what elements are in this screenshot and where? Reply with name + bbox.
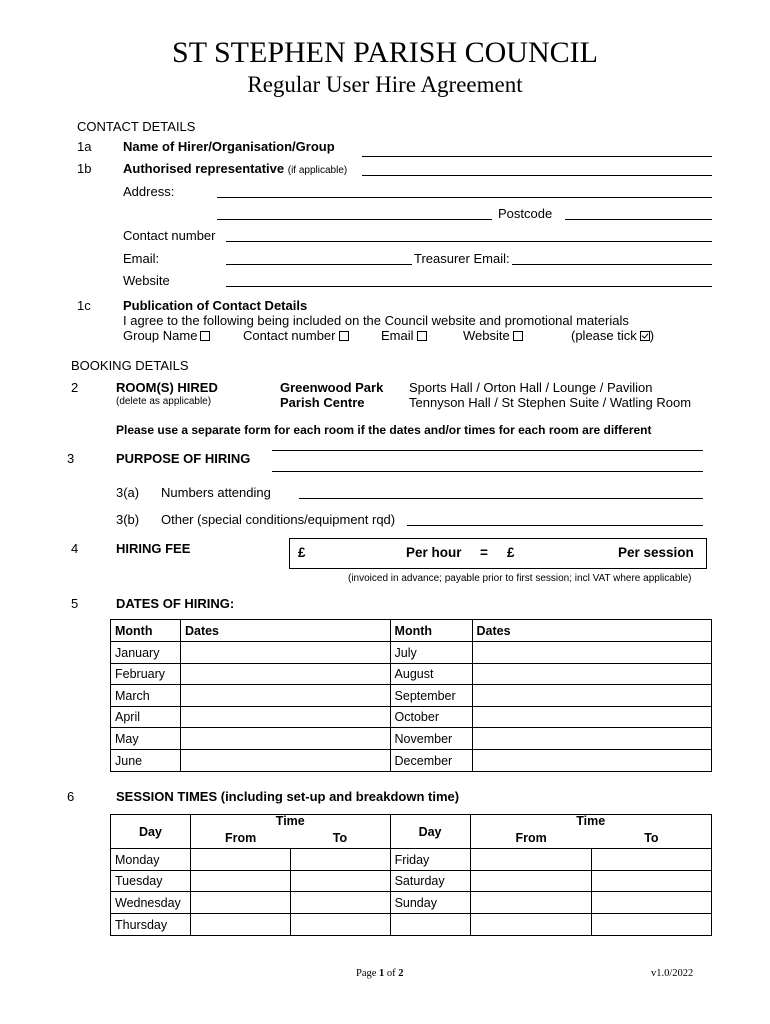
address-field-line2[interactable] [217, 219, 492, 220]
contact-section-title: CONTACT DETAILS [77, 119, 196, 134]
to-cell[interactable] [290, 849, 390, 871]
dates-cell[interactable] [180, 685, 390, 707]
from-cell[interactable] [470, 871, 592, 892]
month-cell: July [390, 642, 472, 664]
page-number [356, 968, 404, 979]
option-email[interactable] [381, 328, 427, 343]
month-cell: October [390, 707, 472, 728]
dates-cell[interactable] [472, 664, 712, 685]
dates-cell[interactable] [180, 728, 390, 750]
numbers-attending-label: Numbers attending [161, 485, 271, 500]
month-cell: April [111, 707, 181, 728]
month-cell: March [111, 685, 181, 707]
address-field-line1[interactable] [217, 197, 712, 198]
page-current: 1 [379, 968, 385, 979]
month-cell: August [390, 664, 472, 685]
website-label: Website [123, 273, 170, 288]
month-cell: November [390, 728, 472, 750]
fee-currency-hour: £ [298, 545, 306, 560]
dates-of-hiring-label: DATES OF HIRING: [116, 596, 235, 611]
session-header-from-right: From [470, 829, 592, 849]
dates-header-dates-left: Dates [180, 620, 390, 642]
please-tick-open: (please tick [571, 328, 637, 343]
dates-cell[interactable] [180, 707, 390, 728]
option-contact-number[interactable] [243, 328, 349, 343]
other-conditions-field[interactable] [407, 525, 703, 526]
fee-equals: = [480, 545, 488, 560]
to-cell[interactable] [290, 914, 390, 936]
to-cell[interactable] [592, 914, 712, 936]
dates-cell[interactable] [472, 750, 712, 772]
month-cell: January [111, 642, 181, 664]
month-cell: September [390, 685, 472, 707]
session-header-day-left: Day [111, 815, 191, 849]
page-title: ST STEPHEN PARISH COUNCIL [172, 36, 598, 69]
dates-cell[interactable] [180, 642, 390, 664]
day-cell: Thursday [111, 914, 191, 936]
dates-cell[interactable] [180, 664, 390, 685]
contact-number-checkbox[interactable] [339, 331, 349, 341]
session-header-time-left: Time [190, 815, 390, 829]
dates-cell[interactable] [472, 685, 712, 707]
option-website-label: Website [463, 328, 510, 343]
fee-currency-session: £ [507, 545, 515, 560]
item-number-5: 5 [71, 596, 79, 611]
rooms-note: (delete as applicable) [116, 396, 212, 407]
session-header-to-left: To [290, 829, 390, 849]
option-email-label: Email [381, 328, 414, 343]
dates-header-dates-right: Dates [472, 620, 712, 642]
dates-cell[interactable] [472, 728, 712, 750]
session-times-label: SESSION TIMES (including set-up and breakdown time) [116, 789, 460, 804]
dates-table [110, 619, 712, 772]
hiring-fee-box[interactable] [289, 538, 707, 569]
month-cell: February [111, 664, 181, 685]
from-cell[interactable] [470, 914, 592, 936]
to-cell[interactable] [290, 892, 390, 914]
day-cell: Monday [111, 849, 191, 871]
page-total: 2 [398, 968, 404, 979]
session-header-from-left: From [190, 829, 290, 849]
month-cell: December [390, 750, 472, 772]
numbers-attending-field[interactable] [299, 498, 703, 499]
dates-cell[interactable] [472, 707, 712, 728]
purpose-field-line2[interactable] [272, 471, 703, 472]
venue-line1: Greenwood Park [280, 380, 384, 395]
website-checkbox[interactable] [513, 331, 523, 341]
to-cell[interactable] [592, 871, 712, 892]
from-cell[interactable] [190, 849, 290, 871]
publication-title: Publication of Contact Details [123, 298, 308, 313]
please-tick-close: ) [649, 328, 655, 343]
fee-per-session-label: Per session [618, 545, 694, 560]
email-checkbox[interactable] [417, 331, 427, 341]
address-label: Address: [123, 184, 175, 199]
option-group-name-label: Group Name [123, 328, 198, 343]
option-group-name[interactable] [123, 328, 210, 343]
website-field[interactable] [226, 286, 712, 287]
fee-note: (invoiced in advance; payable prior to first session; incl VAT where applicable) [348, 573, 692, 584]
page-prefix: Page [356, 968, 380, 979]
item-number-1a: 1a [77, 139, 92, 154]
month-cell: May [111, 728, 181, 750]
email-label: Email: [123, 251, 160, 266]
day-cell: Wednesday [111, 892, 191, 914]
option-website[interactable] [463, 328, 523, 343]
representative-label [123, 161, 347, 176]
to-cell[interactable] [290, 871, 390, 892]
day-cell: Tuesday [111, 871, 191, 892]
dates-cell[interactable] [180, 750, 390, 772]
representative-field[interactable] [362, 175, 712, 176]
day-cell: Friday [390, 849, 470, 871]
to-cell[interactable] [592, 849, 712, 871]
from-cell[interactable] [470, 849, 592, 871]
item-number-1b: 1b [77, 161, 92, 176]
dates-header-month-right: Month [390, 620, 472, 642]
month-cell: June [111, 750, 181, 772]
item-number-4: 4 [71, 541, 79, 556]
day-cell [390, 914, 470, 936]
day-cell: Saturday [390, 871, 470, 892]
item-number-1c: 1c [77, 298, 91, 313]
item-number-6: 6 [67, 789, 75, 804]
to-cell[interactable] [592, 892, 712, 914]
session-header-time-right: Time [470, 815, 712, 829]
fee-per-hour-label: Per hour [406, 545, 462, 560]
page-subtitle: Regular User Hire Agreement [247, 72, 523, 97]
other-conditions-label: Other (special conditions/equipment rqd) [161, 512, 396, 527]
contact-number-label: Contact number [123, 228, 216, 243]
session-times-table [110, 814, 712, 936]
item-number-3: 3 [67, 451, 75, 466]
purpose-label: PURPOSE OF HIRING [116, 451, 251, 466]
item-number-2: 2 [71, 380, 79, 395]
hiring-fee-label: HIRING FEE [116, 541, 191, 556]
dates-header-month-left: Month [111, 620, 181, 642]
representative-label-text: Authorised representative [123, 161, 285, 176]
version-label: v1.0/2022 [651, 968, 694, 979]
rooms-list-line1: Sports Hall / Orton Hall / Lounge / Pavilion [409, 380, 653, 395]
item-number-3b: 3(b) [116, 512, 140, 527]
contact-number-field[interactable] [226, 241, 712, 242]
session-header-day-right: Day [390, 815, 470, 849]
group-name-checkbox[interactable] [200, 331, 210, 341]
from-cell[interactable] [190, 871, 290, 892]
hirer-name-field[interactable] [362, 156, 712, 157]
option-contact-number-label: Contact number [243, 328, 336, 343]
representative-note: (if applicable) [287, 165, 348, 176]
dates-cell[interactable] [472, 642, 712, 664]
treasurer-email-label: Treasurer Email: [414, 251, 510, 266]
postcode-field[interactable] [565, 219, 712, 220]
rooms-label: ROOM(S) HIRED [116, 380, 218, 395]
booking-section-title: BOOKING DETAILS [71, 358, 189, 373]
item-number-3a: 3(a) [116, 485, 140, 500]
hirer-name-label: Name of Hirer/Organisation/Group [123, 139, 335, 154]
purpose-field-line1[interactable] [272, 450, 703, 451]
venue-line2: Parish Centre [280, 395, 365, 410]
please-tick-note [571, 328, 654, 343]
rooms-list-line2: Tennyson Hall / St Stephen Suite / Watling Room [409, 395, 692, 410]
from-cell[interactable] [190, 892, 290, 914]
page-of: of [384, 968, 399, 979]
day-cell: Sunday [390, 892, 470, 914]
publication-text: I agree to the following being included on the Council website and promotional materials [123, 313, 629, 328]
separate-form-note: Please use a separate form for each room if the dates and/or times for each room are different [116, 423, 652, 437]
check-example-icon [640, 331, 650, 341]
from-cell[interactable] [470, 892, 592, 914]
from-cell[interactable] [190, 914, 290, 936]
session-header-to-right: To [592, 829, 712, 849]
postcode-label: Postcode [498, 206, 553, 221]
